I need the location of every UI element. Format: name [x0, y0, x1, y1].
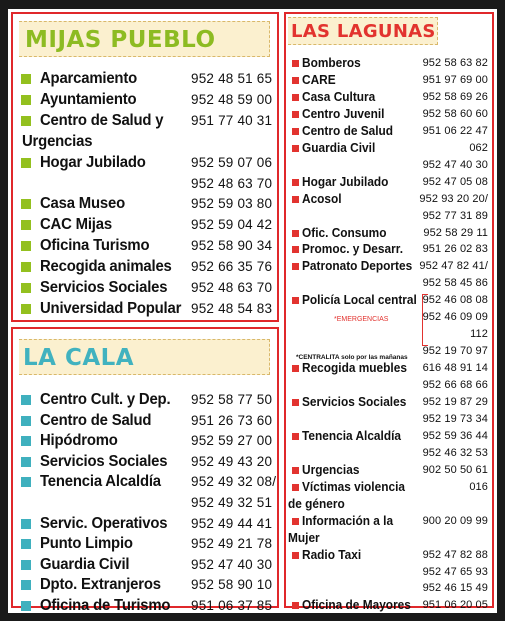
- list-item: [286, 258, 492, 274]
- phone-number: 952 48 54 83: [191, 300, 273, 316]
- entry-name: Centro de Salud y: [40, 111, 164, 129]
- bullet-marker: [21, 304, 31, 314]
- list-item: [286, 89, 492, 105]
- phone-number: 112: [470, 328, 488, 341]
- list-item: [13, 153, 277, 173]
- phone-number: 616 48 91 14: [422, 362, 488, 375]
- list-item: [286, 326, 492, 342]
- list-item: [13, 534, 277, 554]
- entry-name: Oficina de Turismo: [40, 597, 171, 614]
- bullet-marker: [292, 552, 299, 559]
- bullet-marker: [292, 297, 299, 304]
- list-item: [286, 428, 492, 444]
- phone-number: 952 58 29 11: [423, 226, 488, 239]
- list-item: [13, 575, 277, 595]
- entry-name: Víctimas violencia: [302, 479, 405, 494]
- entry-name: Casa Museo: [40, 195, 125, 213]
- phone-number: 900 20 09 99: [422, 514, 488, 527]
- bullet-marker: [292, 77, 299, 84]
- list-item: [13, 257, 277, 277]
- entry-name: Guardia Civil: [40, 555, 130, 573]
- entry-name: CARE: [302, 72, 336, 87]
- entry-name: Centro de Salud: [302, 123, 394, 138]
- bullet-marker: [292, 94, 299, 101]
- phone-number: 952 58 90 34: [191, 238, 273, 254]
- list-item: [286, 106, 492, 122]
- list-item: [286, 225, 492, 241]
- phone-number: 951 77 40 31: [191, 112, 273, 128]
- bullet-marker: [292, 246, 299, 253]
- list-item: [13, 431, 277, 451]
- entry-name: Promoc. y Desarr.: [302, 242, 403, 257]
- phone-number: 952 93 20 20/: [419, 192, 488, 205]
- list-item: [286, 479, 492, 495]
- phone-number: 952 47 82 88: [422, 548, 488, 561]
- bullet-marker: [292, 111, 299, 118]
- bullet-marker: [21, 477, 31, 487]
- list-item: [286, 394, 492, 410]
- bullet-marker: [292, 518, 299, 525]
- bullet-marker: [21, 220, 31, 230]
- phone-number: 952 19 73 34: [422, 412, 488, 425]
- list-item: [13, 90, 277, 110]
- policia-bracket: [422, 294, 428, 346]
- phone-number: 952 46 09 09: [422, 311, 488, 324]
- phone-number: 952 46 08 08: [422, 294, 488, 307]
- entry-name: Oficina Turismo: [40, 237, 150, 255]
- list-item: [13, 514, 277, 534]
- phone-number: 952 48 59 00: [191, 91, 273, 107]
- bullet-marker: [292, 230, 299, 237]
- bullet-marker: [21, 283, 31, 293]
- phone-number: 016: [469, 480, 488, 493]
- entry-name: Centro de Salud: [40, 411, 152, 429]
- entry-name: Información a la: [302, 513, 394, 528]
- bullet-marker: [21, 436, 31, 446]
- list-item: [286, 123, 492, 139]
- bullet-marker: [21, 560, 31, 570]
- entry-name: Tenencia Alcaldía: [302, 428, 402, 443]
- list-item: [13, 194, 277, 214]
- entry-name: de género: [288, 496, 345, 511]
- bullet-marker: [21, 395, 31, 405]
- bullet-marker: [292, 145, 299, 152]
- list-item: [286, 513, 492, 529]
- list-item: [13, 452, 277, 472]
- phone-number: 952 49 43 20: [191, 453, 273, 469]
- phone-number: 952 47 40 30: [422, 158, 488, 171]
- list-item: [13, 132, 277, 152]
- entry-name: Hipódromo: [40, 432, 118, 450]
- mijas-pueblo-panel: [11, 12, 279, 322]
- entry-name: Recogida muebles: [302, 361, 407, 376]
- list-item: [286, 157, 492, 173]
- phone-number: 951 26 02 83: [422, 243, 488, 256]
- phone-number: 952 48 63 70: [191, 175, 273, 191]
- bullet-marker: [21, 539, 31, 549]
- la-cala-title: LA CALA: [19, 339, 270, 375]
- list-item: [286, 275, 492, 291]
- entry-name: Tenencia Alcaldía: [40, 473, 161, 491]
- list-item: [13, 111, 277, 131]
- bullet-marker: [21, 158, 31, 168]
- list-item: [286, 292, 492, 308]
- phone-number: 952 48 63 70: [191, 280, 273, 295]
- bullet-marker: [292, 602, 299, 609]
- phone-number: 952 46 15 49: [422, 582, 488, 595]
- entry-name: Servicios Sociales: [40, 279, 168, 296]
- phone-number: 952 19 70 97: [422, 345, 488, 358]
- phone-number: 952 58 60 60: [422, 107, 488, 120]
- bullet-marker: [292, 467, 299, 474]
- list-item: [286, 411, 492, 427]
- phone-number: 902 50 50 61: [422, 463, 488, 476]
- list-item: [13, 236, 277, 256]
- entry-name: Hogar Jubilado: [302, 174, 389, 189]
- entry-name: Acosol: [302, 191, 342, 206]
- entry-name: Servicios Sociales: [302, 395, 407, 409]
- entry-name: CAC Mijas: [40, 216, 112, 234]
- bullet-marker: [292, 60, 299, 67]
- bullet-marker: [21, 457, 31, 467]
- list-item: [13, 390, 277, 410]
- list-item: [286, 174, 492, 190]
- list-item: [286, 462, 492, 478]
- phone-number: 952 47 40 30: [191, 556, 273, 572]
- phone-number: 952 59 04 42: [191, 217, 273, 233]
- list-item: [13, 278, 277, 298]
- list-item: [286, 547, 492, 563]
- bullet-marker: [21, 199, 31, 209]
- list-item: [286, 580, 492, 596]
- entry-name: Mujer: [288, 530, 320, 545]
- entry-name: Recogida animales: [40, 258, 172, 276]
- phone-number: 952 58 77 50: [191, 392, 273, 407]
- list-item: [13, 69, 277, 89]
- bullet-marker: [292, 263, 299, 270]
- list-item: [286, 530, 492, 546]
- entry-name: Centro Juvenil: [302, 106, 385, 121]
- list-item: [286, 360, 492, 376]
- list-item: [286, 309, 492, 325]
- phone-number: 952 47 05 08: [422, 175, 488, 188]
- entry-name: Casa Cultura: [302, 89, 376, 104]
- list-item: [13, 472, 277, 492]
- list-item: [286, 445, 492, 461]
- bullet-marker: [21, 95, 31, 105]
- list-item: [286, 241, 492, 257]
- bullet-marker: [292, 365, 299, 372]
- phone-number: 951 97 69 00: [422, 73, 488, 86]
- entry-name: Ofic. Consumo: [302, 225, 387, 240]
- list-item: [13, 299, 277, 319]
- entry-name: Ayuntamiento: [40, 90, 137, 108]
- entry-name: Urgencias: [302, 462, 360, 477]
- las-lagunas-title: LAS LAGUNAS: [288, 17, 438, 45]
- phone-number: 951 06 22 47: [422, 124, 488, 137]
- phone-number: 952 66 68 66: [422, 379, 488, 392]
- emergencias-note: *EMERGENCIAS: [334, 316, 389, 323]
- phone-number: 952 59 36 44: [422, 429, 488, 442]
- mijas-pueblo-title: MIJAS PUEBLO: [19, 21, 270, 57]
- entry-name: Servic. Operativos: [40, 514, 168, 532]
- list-item: [286, 597, 492, 613]
- phone-number: 952 66 35 76: [191, 259, 273, 275]
- bullet-marker: [21, 601, 31, 611]
- entry-name: Bomberos: [302, 56, 361, 70]
- phone-number: 952 58 69 26: [422, 90, 488, 103]
- phone-number: 952 48 51 65: [191, 71, 273, 86]
- phone-number: 952 49 32 51: [191, 495, 273, 510]
- la-cala-panel: [11, 327, 279, 614]
- bullet-marker: [292, 196, 299, 203]
- list-item: [286, 496, 492, 512]
- bullet-marker: [21, 116, 31, 126]
- list-item: [286, 377, 492, 393]
- phone-number: 952 49 32 08/: [191, 474, 277, 490]
- list-item: [286, 140, 492, 156]
- phone-number: 952 58 90 10: [191, 577, 273, 593]
- centralita-note: *CENTRALITA solo por las mañanas: [296, 354, 408, 361]
- entry-name: Policía Local central: [302, 293, 417, 308]
- list-item: [13, 215, 277, 235]
- entry-name: Oficina de Mayores: [302, 598, 411, 613]
- bullet-marker: [292, 179, 299, 186]
- list-item: [13, 555, 277, 575]
- list-item: [286, 208, 492, 224]
- bullet-marker: [292, 433, 299, 440]
- entry-name: Dpto. Extranjeros: [40, 576, 161, 594]
- entry-name: Guardia Civil: [302, 140, 376, 155]
- phone-number: 952 58 63 82: [422, 57, 488, 69]
- bullet-marker: [292, 484, 299, 491]
- bullet-marker: [21, 580, 31, 590]
- phone-number: 952 77 31 89: [422, 209, 488, 222]
- list-item: [13, 493, 277, 513]
- bullet-marker: [21, 74, 31, 84]
- entry-name: Urgencias: [22, 132, 93, 150]
- entry-name: Punto Limpio: [40, 535, 133, 553]
- entry-name: Aparcamiento: [40, 70, 137, 87]
- bullet-marker: [292, 399, 299, 406]
- bullet-marker: [21, 241, 31, 251]
- bullet-marker: [21, 262, 31, 272]
- phone-number: 952 59 27 00: [191, 433, 273, 449]
- phone-directory-page: [8, 9, 497, 613]
- entry-name: Radio Taxi: [302, 547, 362, 562]
- phone-number: 951 26 73 60: [191, 412, 273, 428]
- phone-number: 952 46 32 53: [422, 446, 488, 459]
- bullet-marker: [21, 519, 31, 529]
- phone-number: 952 59 03 80: [191, 196, 273, 212]
- phone-number: 951 06 37 85: [191, 598, 273, 613]
- phone-number: 952 58 45 86: [422, 277, 488, 290]
- phone-number: 062: [469, 141, 488, 154]
- list-item: [286, 564, 492, 580]
- list-item: [13, 411, 277, 431]
- phone-number: 952 49 44 41: [191, 515, 273, 531]
- entry-name: Centro Cult. y Dep.: [40, 391, 171, 408]
- phone-number: 951 06 20 05: [422, 599, 488, 612]
- list-item: [13, 174, 277, 194]
- list-item: [286, 191, 492, 207]
- entry-name: Patronato Deportes: [302, 259, 413, 274]
- list-item: [286, 72, 492, 88]
- phone-number: 952 47 65 93: [422, 565, 488, 578]
- phone-number: 952 49 21 78: [191, 536, 273, 552]
- phone-number: 952 19 87 29: [422, 396, 488, 408]
- phone-number: 952 47 82 41/: [419, 260, 488, 273]
- las-lagunas-panel: [284, 12, 494, 613]
- phone-number: 952 59 07 06: [191, 154, 273, 170]
- entry-name: Hogar Jubilado: [40, 153, 146, 171]
- bullet-marker: [292, 128, 299, 135]
- bullet-marker: [21, 416, 31, 426]
- list-item: [13, 596, 277, 616]
- list-item: [286, 55, 492, 71]
- entry-name: Universidad Popular: [40, 299, 182, 317]
- entry-name: Servicios Sociales: [40, 452, 168, 470]
